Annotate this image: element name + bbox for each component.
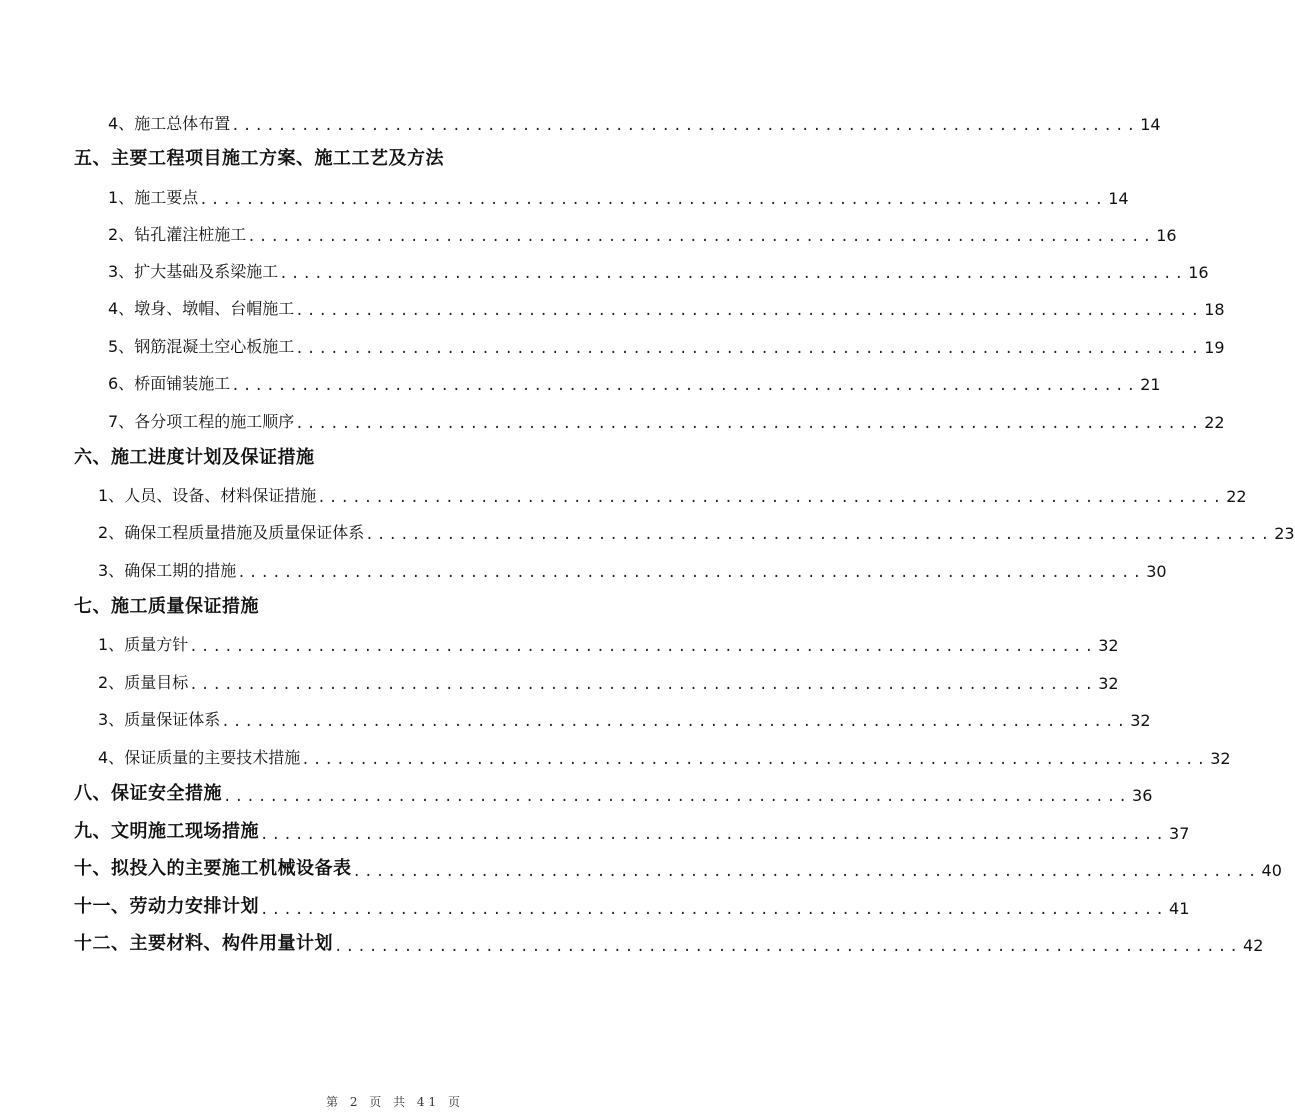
toc-leader-dots: .............................................................................. [247, 229, 1155, 245]
toc-page-number: 16 [1188, 263, 1209, 282]
toc-leader-dots: .............................................................................. [301, 752, 1209, 768]
toc-leader-dots: .............................................................................. [237, 565, 1145, 581]
toc-page-number: 14 [1108, 189, 1129, 208]
toc-page-number: 42 [1243, 936, 1264, 955]
toc-leader-dots: .............................................................................. [223, 789, 1131, 805]
toc-entry-label: 4、保证质量的主要技术措施 [98, 748, 301, 767]
toc-entry-label: 6、桥面铺装施工 [108, 374, 231, 393]
toc-section-heading[interactable] [74, 890, 1190, 918]
toc-entry-label: 1、施工要点 [108, 188, 199, 207]
toc-entry-label: 3、质量保证体系 [98, 710, 221, 729]
toc-section-heading[interactable] [74, 927, 1264, 955]
toc-entry-label: 1、人员、设备、材料保证措施 [98, 486, 317, 505]
toc-entry-label: 十二、主要材料、构件用量计划 [74, 933, 333, 954]
toc-leader-dots: .............................................................................. [189, 677, 1097, 693]
toc-page-number: 22 [1204, 413, 1225, 432]
toc-leader-dots: .............................................................................. [295, 341, 1203, 357]
toc-page-number: 30 [1146, 562, 1167, 581]
toc-leader-dots: .............................................................................. [279, 266, 1187, 282]
toc-entry-label: 1、质量方针 [98, 635, 189, 654]
toc-page-number: 22 [1226, 487, 1247, 506]
toc-page-number: 41 [1169, 899, 1190, 918]
toc-entry[interactable] [98, 627, 1119, 655]
toc-page-number: 40 [1261, 861, 1282, 880]
toc-page-number: 36 [1132, 786, 1153, 805]
toc-entry[interactable] [108, 217, 1177, 245]
toc-section-heading[interactable] [74, 777, 1153, 805]
page-footer: 第 2 页 共 41 页 [326, 1095, 464, 1109]
toc-entry[interactable] [98, 478, 1247, 506]
toc-entry-label: 十一、劳动力安排计划 [74, 896, 259, 917]
toc-page-number: 21 [1140, 375, 1161, 394]
toc-leader-dots: .............................................................................. [189, 639, 1097, 655]
toc-page-number: 23 [1274, 524, 1295, 543]
toc-leader-dots: .............................................................................. [221, 714, 1129, 730]
toc-page-number: 14 [1140, 115, 1161, 134]
toc-entry[interactable] [108, 291, 1225, 319]
toc-entry-label: 八、保证安全措施 [74, 783, 222, 804]
toc-leader-dots: .............................................................................. [231, 118, 1139, 134]
toc-section-heading[interactable] [74, 142, 634, 170]
toc-page-number: 32 [1098, 636, 1119, 655]
toc-leader-dots: .............................................................................. [334, 939, 1242, 955]
toc-page-number: 16 [1156, 226, 1177, 245]
toc-entry-label: 7、各分项工程的施工顺序 [108, 412, 295, 431]
toc-entry[interactable] [98, 702, 1151, 730]
toc-leader-dots: .............................................................................. [260, 902, 1168, 918]
toc-leader-dots: .............................................................................. [317, 490, 1225, 506]
toc-section-heading[interactable] [74, 441, 634, 469]
toc-entry-label: 九、文明施工现场措施 [74, 821, 259, 842]
toc-section-heading[interactable] [74, 815, 1190, 843]
toc-leader-dots: .............................................................................. [231, 378, 1139, 394]
toc-entry[interactable] [108, 106, 1161, 134]
toc-leader-dots: .............................................................................. [199, 192, 1107, 208]
toc-leader-dots: .............................................................................. [365, 527, 1273, 543]
toc-entry-label: 4、施工总体布置 [108, 114, 231, 133]
toc-entry[interactable] [108, 366, 1161, 394]
toc-page-number: 18 [1204, 300, 1225, 319]
toc-page-number: 32 [1130, 711, 1151, 730]
toc-entry-label: 2、质量目标 [98, 673, 189, 692]
toc-entry-label: 2、确保工程质量措施及质量保证体系 [98, 523, 365, 542]
toc-entry[interactable] [98, 740, 1231, 768]
toc-entry-label: 5、钢筋混凝土空心板施工 [108, 337, 295, 356]
toc-section-heading[interactable] [74, 590, 634, 618]
toc-page-number: 37 [1169, 824, 1190, 843]
toc-section-heading[interactable] [74, 852, 1282, 880]
toc-entry-label: 2、钻孔灌注桩施工 [108, 225, 247, 244]
toc-entry-label: 六、施工进度计划及保证措施 [74, 447, 315, 468]
toc-entry[interactable] [98, 665, 1119, 693]
toc-entry[interactable] [98, 515, 1295, 543]
toc-leader-dots: .............................................................................. [295, 416, 1203, 432]
toc-leader-dots: .............................................................................. [352, 864, 1260, 880]
toc-leader-dots: .............................................................................. [295, 303, 1203, 319]
toc-entry-label: 七、施工质量保证措施 [74, 596, 259, 617]
toc-entry[interactable] [98, 553, 1167, 581]
toc-entry[interactable] [108, 254, 1209, 282]
toc-page-number: 19 [1204, 338, 1225, 357]
toc-entry-label: 3、确保工期的措施 [98, 561, 237, 580]
toc-entry-label: 3、扩大基础及系梁施工 [108, 262, 279, 281]
toc-page-number: 32 [1098, 674, 1119, 693]
toc-entry-label: 十、拟投入的主要施工机械设备表 [74, 858, 352, 879]
toc-entry-label: 4、墩身、墩帽、台帽施工 [108, 299, 295, 318]
toc-entry[interactable] [108, 404, 1225, 432]
toc-entry[interactable] [108, 329, 1225, 357]
toc-leader-dots: .............................................................................. [260, 827, 1168, 843]
toc-page-number: 32 [1210, 749, 1231, 768]
toc-entry-label: 五、主要工程项目施工方案、施工工艺及方法 [74, 148, 444, 169]
toc-entry[interactable] [108, 180, 1129, 208]
